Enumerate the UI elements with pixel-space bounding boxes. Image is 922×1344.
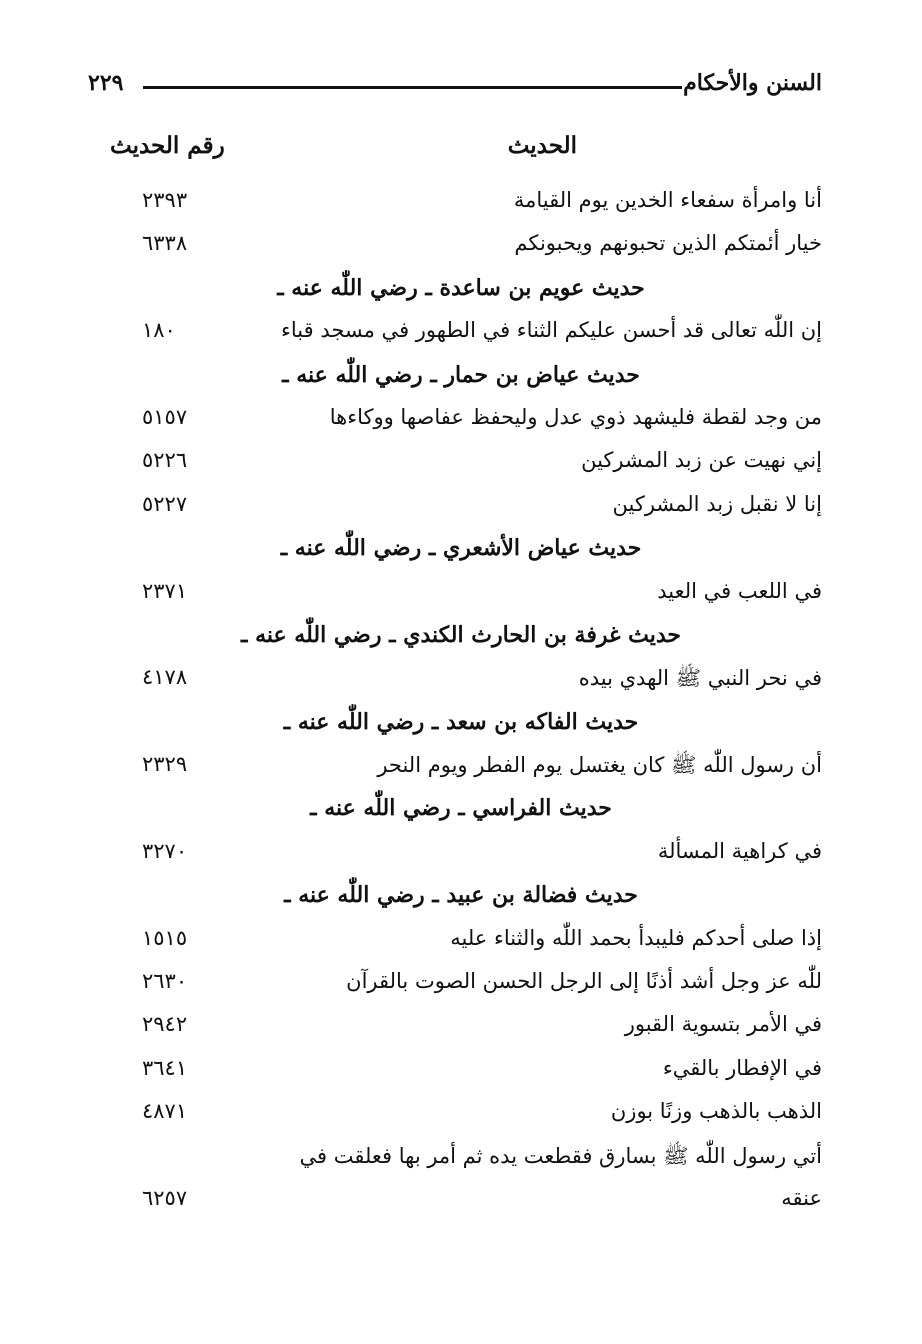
hadith-entry: [100, 831, 822, 874]
hadith-text: إنا لا نقبل زبد المشركين: [612, 491, 822, 516]
hadith-text: أن رسول اللّٰه ﷺ كان يغتسل يوم الفطر ويوم النحر: [377, 753, 822, 778]
running-header: [88, 66, 822, 106]
narrator-heading: [100, 874, 822, 917]
hadith-entry: [100, 1004, 822, 1047]
hadith-entry: [100, 397, 822, 440]
hadith-number: ٣٢٧٠: [142, 838, 188, 863]
hadith-number: ٦٢٥٧: [142, 1185, 188, 1210]
running-title: السنن والأحكام: [683, 70, 822, 96]
narrator-heading: [100, 787, 822, 830]
hadith-text: أتي رسول اللّٰه ﷺ بسارق فقطعت يده ثم أمر بها فعلقت في: [299, 1143, 822, 1168]
hadith-entry: [100, 1178, 822, 1221]
hadith-entry: [100, 657, 822, 700]
hadith-index-list: [100, 180, 822, 1221]
hadith-entry: [100, 571, 822, 614]
hadith-entry: [100, 1135, 822, 1178]
narrator-heading-text: حديث الفراسي ـ رضي اللّٰه عنه ـ: [310, 795, 612, 822]
narrator-heading: [100, 527, 822, 570]
hadith-number: ٢٦٣٠: [142, 969, 188, 994]
hadith-entry: [100, 484, 822, 527]
hadith-entry: [100, 1048, 822, 1091]
hadith-text: إن اللّٰه تعالى قد أحسن عليكم الثناء في الطهور في مسجد قباء: [281, 318, 822, 343]
hadith-entry: [100, 440, 822, 483]
hadith-text: للّٰه عز وجل أشد أذنًا إلى الرجل الحسن الصوت بالقرآن: [346, 969, 822, 994]
hadith-number: ١٨٠: [142, 318, 176, 343]
hadith-number: ٥٢٢٦: [142, 448, 188, 473]
hadith-entry: [100, 918, 822, 961]
hadith-text: في نحر النبي ﷺ الهدي بيده: [578, 666, 822, 691]
narrator-heading: [100, 701, 822, 744]
hadith-number: ٤١٧٨: [142, 665, 188, 690]
hadith-entry: [100, 744, 822, 787]
hadith-text: في الإفطار بالقيء: [662, 1055, 822, 1080]
hadith-number: ٤٨٧١: [142, 1099, 188, 1124]
hadith-number: ١٥١٥: [142, 925, 188, 950]
hadith-number: ٥٢٢٧: [142, 491, 188, 516]
narrator-heading-text: حديث عويم بن ساعدة ـ رضي اللّٰه عنه ـ: [277, 274, 645, 301]
header-rule: [143, 86, 682, 89]
column-heading-number: رقم الحديث: [110, 132, 225, 159]
hadith-number: ٥١٥٧: [142, 404, 188, 429]
hadith-text: في الأمر بتسوية القبور: [624, 1012, 822, 1037]
narrator-heading: [100, 267, 822, 310]
hadith-number: ٣٦٤١: [142, 1055, 188, 1080]
narrator-heading-text: حديث غرفة بن الحارث الكندي ـ رضي اللّٰه عنه ـ: [240, 621, 682, 648]
hadith-entry: [100, 223, 822, 266]
hadith-text: من وجد لقطة فليشهد ذوي عدل وليحفظ عفاصها ووكاءها: [329, 404, 822, 429]
hadith-text: إني نهيت عن زبد المشركين: [581, 448, 822, 473]
narrator-heading: [100, 614, 822, 657]
narrator-heading: [100, 354, 822, 397]
hadith-number: ٢٣٢٩: [142, 752, 188, 777]
hadith-entry: [100, 310, 822, 353]
hadith-number: ٢٩٤٢: [142, 1012, 188, 1037]
hadith-text: الذهب بالذهب وزنًا بوزن: [610, 1099, 822, 1124]
hadith-text: عنقه: [781, 1185, 822, 1210]
narrator-heading-text: حديث فضالة بن عبيد ـ رضي اللّٰه عنه ـ: [284, 882, 638, 909]
hadith-entry: [100, 1091, 822, 1134]
hadith-number: ٢٣٩٣: [142, 188, 188, 212]
hadith-number: ٢٣٧١: [142, 578, 188, 603]
narrator-heading-text: حديث عياض الأشعري ـ رضي اللّٰه عنه ـ: [280, 535, 642, 562]
hadith-text: خيار أئمتكم الذين تحبونهم ويحبونكم: [514, 231, 822, 256]
hadith-text: في كراهية المسألة: [657, 838, 822, 863]
hadith-text: في اللعب في العيد: [657, 578, 822, 603]
hadith-number: ٦٣٣٨: [142, 231, 188, 256]
narrator-heading-text: حديث عياض بن حمار ـ رضي اللّٰه عنه ـ: [282, 361, 640, 388]
hadith-text: إذا صلى أحدكم فليبدأ بحمد اللّٰه والثناء عليه: [450, 925, 822, 950]
page-number: ٢٢٩: [88, 70, 124, 96]
hadith-entry: [100, 961, 822, 1004]
hadith-text: أنا وامرأة سفعاء الخدين يوم القيامة: [513, 188, 822, 212]
column-heading-hadith: الحديث: [507, 132, 577, 159]
narrator-heading-text: حديث الفاكه بن سعد ـ رضي اللّٰه عنه ـ: [283, 708, 639, 735]
hadith-entry: [100, 180, 822, 223]
